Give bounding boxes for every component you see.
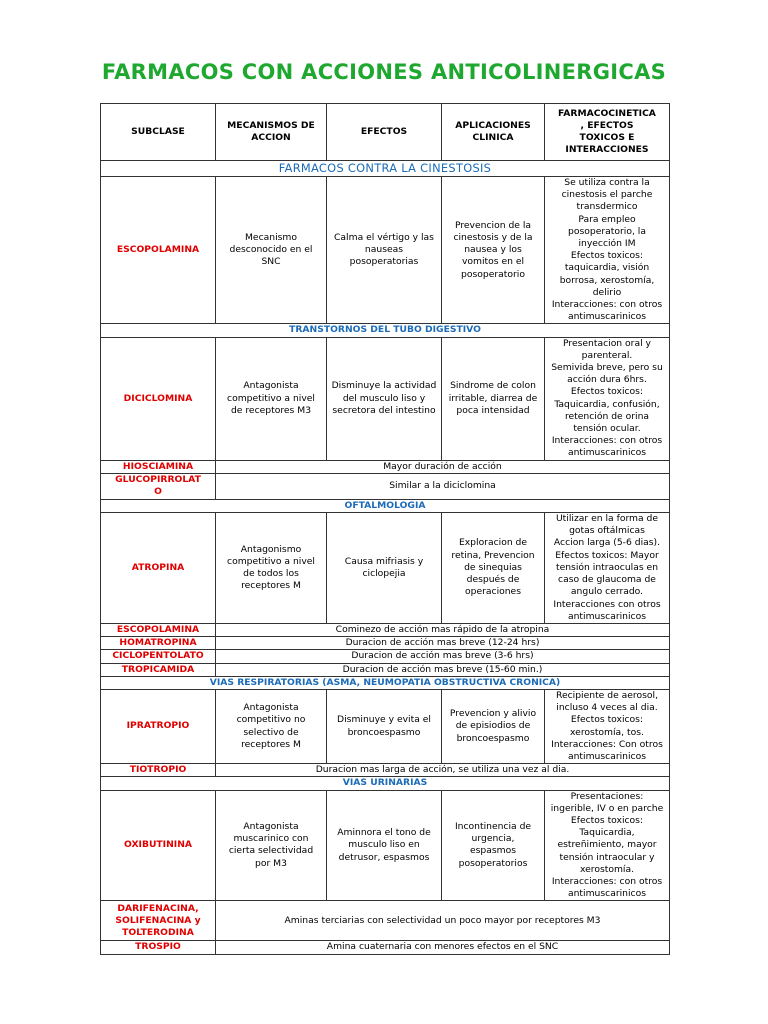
mecanismo-atropina — [216, 513, 327, 624]
text-line: xerostomía, tos. — [570, 726, 644, 738]
row-hiosciamina — [101, 460, 670, 473]
row-diciclomina — [101, 337, 670, 460]
text-line: del musculo liso y — [342, 392, 426, 404]
text-line: operaciones — [465, 586, 521, 598]
text-line: Interacciones: Con otros — [551, 738, 663, 750]
text-line: posoperatorios — [458, 857, 528, 869]
row-tropicamida — [101, 663, 670, 676]
efectos-ipratropio — [327, 689, 442, 763]
text-line: receptores M — [241, 580, 301, 592]
desc-homatropina: Duracion de acción mas breve (12-24 hrs) — [216, 637, 670, 650]
text-line: Efectos toxicos: — [570, 714, 644, 726]
text-line: receptores M — [241, 738, 301, 750]
header-mecanismos — [216, 104, 327, 161]
drug-tiotropio: TIOTROPIO — [101, 764, 216, 777]
drug-ipratropio: IPRATROPIO — [101, 689, 216, 763]
row-atropina — [101, 513, 670, 624]
header-subclase: SUBCLASE — [101, 104, 216, 161]
text-line: Interacciones: con otros — [551, 299, 663, 311]
text-line: irritable, diarrea de — [448, 392, 538, 404]
drug-atropina: ATROPINA — [101, 513, 216, 624]
desc-darifenacina: Aminas terciarias con selectividad un poco mayor por receptores M3 — [216, 901, 670, 941]
header-farmacocinetica — [545, 104, 670, 161]
efectos-atropina — [327, 513, 442, 624]
text-line: MECANISMOS DE — [227, 119, 315, 131]
aplicaciones-atropina — [442, 513, 545, 624]
text-line: de episiodios de — [455, 720, 531, 732]
text-line: desconocido en el — [229, 244, 313, 256]
farmaco-escopolamina — [545, 177, 670, 324]
text-line: retención de orina — [564, 410, 650, 422]
farmaco-ipratropio — [545, 689, 670, 763]
drug-ciclopentolato: CICLOPENTOLATO — [101, 650, 216, 663]
text-line: antimuscarinicos — [567, 888, 646, 900]
text-line: TOXICOS E — [579, 132, 635, 143]
drug-oxibutinina: OXIBUTININA — [101, 790, 216, 901]
text-line: FARMACOCINETICA — [558, 107, 656, 119]
text-line: de receptores M3 — [230, 404, 312, 416]
farmaco-oxibutinina — [545, 790, 670, 901]
text-line: nauseas — [364, 244, 404, 256]
text-line: broncoespasmo — [456, 732, 530, 744]
text-line: Mecanismo — [245, 231, 297, 243]
text-line: urgencia, — [471, 833, 515, 845]
text-line: Efectos toxicos: Mayor — [555, 549, 659, 561]
text-line: tensión intraoculas en — [555, 561, 659, 573]
text-line: Semivida breve, pero su — [551, 362, 663, 374]
text-line: acción dura 6hrs. — [567, 374, 647, 386]
text-line: Antagonista — [243, 380, 299, 392]
text-line: ingerible, IV o en parche — [550, 802, 664, 814]
text-line: Sindrome de colon — [450, 380, 536, 392]
text-line: Efectos toxicos: — [570, 814, 644, 826]
text-line: vomitos en el — [461, 256, 525, 268]
section-respiratorias: VIAS RESPIRATORIAS (ASMA, NEUMOPATIA OBSTRUCTIVA CRONICA) — [101, 676, 670, 689]
text-line: Efectos toxicos: — [570, 250, 644, 262]
text-line: cinestosis y de la — [453, 231, 533, 243]
text-line: SOLIFENACINA y — [115, 914, 201, 926]
text-line: selectivo de — [243, 726, 299, 738]
desc-hiosciamina: Mayor duración de acción — [216, 460, 670, 473]
text-line: Causa mifriasis y — [344, 555, 424, 567]
text-line: Prevencion de la — [454, 219, 532, 231]
text-line: inyección IM — [578, 238, 636, 250]
text-line: Interacciones: con otros — [551, 875, 663, 887]
text-line: parenteral. — [581, 349, 633, 361]
text-line: antimuscarinicos — [567, 447, 646, 459]
text-line: xerostomía. — [579, 863, 635, 875]
row-tiotropio — [101, 764, 670, 777]
text-line: Presentaciones: — [570, 790, 644, 802]
aplicaciones-oxibutinina — [442, 790, 545, 901]
efectos-oxibutinina — [327, 790, 442, 901]
text-line: borrosa, xerostomía, — [559, 274, 655, 286]
row-oxibutinina — [101, 790, 670, 901]
text-line: antimuscarinicos — [567, 750, 646, 762]
aplicaciones-escopolamina — [442, 177, 545, 324]
row-ciclopentolato — [101, 650, 670, 663]
text-line: competitivo a nivel — [227, 555, 315, 567]
desc-tropicamida: Duracion de acción mas breve (15-60 min.) — [216, 663, 670, 676]
text-line: SNC — [261, 256, 281, 268]
text-line: retina, Prevencion — [451, 549, 535, 561]
text-line: Taquicardia, confusión, — [554, 398, 660, 410]
section-oftalmologia: OFTALMOLOGIA — [101, 499, 670, 512]
text-line: GLUCOPIRROLAT — [115, 474, 201, 486]
text-line: Disminuye la actividad — [331, 380, 437, 392]
row-ipratropio — [101, 689, 670, 763]
drug-trospio: TROSPIO — [101, 941, 216, 954]
efectos-diciclomina — [327, 337, 442, 460]
text-line: TOLTERODINA — [122, 926, 194, 938]
text-line: INTERACCIONES — [565, 144, 649, 156]
text-line: espasmos — [469, 845, 517, 857]
text-line: tensión intraocular y — [559, 851, 655, 863]
text-line: gotas oftálmicas — [569, 525, 645, 537]
text-line: incluso 4 veces al dia. — [556, 702, 658, 714]
text-line: CLINICA — [472, 132, 514, 143]
text-line: Aminnora el tono de — [337, 827, 431, 839]
text-line: Para empleo — [578, 213, 636, 225]
text-line: Prevencion y alivio — [449, 708, 537, 720]
row-darifenacina — [101, 901, 670, 941]
farmaco-atropina — [545, 513, 670, 624]
drug-glucopirrolato — [101, 473, 216, 499]
drug-escopolamina-2: ESCOPOLAMINA — [101, 623, 216, 636]
drug-escopolamina: ESCOPOLAMINA — [101, 177, 216, 324]
text-line: Exploracion de — [458, 537, 528, 549]
text-line: DARIFENACINA, — [117, 902, 199, 914]
text-line: caso de glaucoma de — [558, 574, 656, 586]
desc-escopolamina-2: Cominezo de acción mas rápido de la atropina — [216, 623, 670, 636]
row-escopolamina — [101, 177, 670, 324]
farmaco-diciclomina — [545, 337, 670, 460]
text-line: competitivo a nivel — [227, 392, 315, 404]
text-line: APLICACIONES — [455, 119, 531, 131]
text-line: , EFECTOS — [580, 119, 634, 131]
text-line: poca intensidad — [456, 404, 530, 416]
text-line: posoperatorio, la — [568, 225, 646, 237]
text-line: de sinequias — [464, 561, 522, 573]
header-aplicaciones — [442, 104, 545, 161]
text-line: cinestosis el parche — [561, 189, 653, 201]
desc-trospio: Amina cuaternaria con menores efectos en el SNC — [216, 941, 670, 954]
text-line: musculo liso en — [348, 839, 420, 851]
aplicaciones-diciclomina — [442, 337, 545, 460]
text-line: Presentacion oral y — [562, 337, 651, 349]
text-line: Interacciones con otros — [553, 598, 661, 610]
efectos-escopolamina — [327, 177, 442, 324]
text-line: transdermico — [576, 201, 638, 213]
text-line: detrusor, espasmos — [338, 851, 430, 863]
mecanismo-diciclomina — [216, 337, 327, 460]
text-line: ACCION — [251, 132, 291, 143]
text-line: Se utiliza contra la — [564, 177, 650, 188]
text-line: Antagonista — [243, 821, 299, 833]
text-line: antimuscarinicos — [567, 311, 646, 323]
text-line: broncoespasmo — [347, 726, 421, 738]
text-line: secretora del intestino — [332, 404, 436, 416]
text-line: antimuscarinicos — [567, 610, 646, 622]
desc-tiotropio: Duracion mas larga de acción, se utiliza una vez al dia. — [216, 764, 670, 777]
row-trospio — [101, 941, 670, 954]
desc-ciclopentolato: Duracion de acción mas breve (3-6 hrs) — [216, 650, 670, 663]
text-line: tensión ocular. — [573, 423, 641, 435]
text-line: Calma el vértigo y las — [334, 231, 434, 243]
section-urinarias: VIAS URINARIAS — [101, 777, 670, 790]
text-line: Efectos toxicos: — [570, 386, 644, 398]
text-line: Antagonismo — [240, 543, 302, 555]
text-line: por M3 — [255, 857, 287, 869]
mecanismo-ipratropio — [216, 689, 327, 763]
drug-darifenacina — [101, 901, 216, 941]
mecanismo-escopolamina — [216, 177, 327, 324]
section-cinestosis: FARMACOS CONTRA LA CINESTOSIS — [101, 161, 670, 177]
text-line: Interacciones: con otros — [551, 435, 663, 447]
text-line: Utilizar en la forma de — [555, 513, 659, 525]
text-line: cierta selectividad — [228, 845, 314, 857]
text-line: de todos los — [243, 567, 299, 579]
text-line: Incontinencia de — [454, 821, 532, 833]
text-line: ciclopejia — [362, 567, 406, 579]
text-line: Taquicardia, — [579, 827, 635, 839]
text-line: taquicardia, visión — [564, 262, 650, 274]
text-line: competitivo no — [236, 714, 306, 726]
page-title: FARMACOS CON ACCIONES ANTICOLINERGICAS — [101, 60, 667, 84]
row-escopolamina-2 — [101, 623, 670, 636]
text-line: Accion larga (5-6 dias). — [553, 537, 661, 549]
text-line: angulo cerrado. — [570, 586, 644, 598]
text-line: O — [154, 486, 162, 498]
text-line: nausea y los — [464, 244, 522, 256]
text-line: delirio — [592, 286, 622, 298]
text-line: Recipiente de aerosol, — [555, 689, 659, 701]
row-glucopirrolato — [101, 473, 670, 499]
header-efectos: EFECTOS — [327, 104, 442, 161]
text-line: posoperatorias — [349, 256, 419, 268]
aplicaciones-ipratropio — [442, 689, 545, 763]
text-line: estreñimiento, mayor — [557, 839, 657, 851]
drug-tropicamida: TROPICAMIDA — [101, 663, 216, 676]
mecanismo-oxibutinina — [216, 790, 327, 901]
section-digestivo: TRANSTORNOS DEL TUBO DIGESTIVO — [101, 324, 670, 337]
desc-glucopirrolato: Similar a la diciclomina — [216, 473, 670, 499]
drug-hiosciamina: HIOSCIAMINA — [101, 460, 216, 473]
text-line: después de — [466, 574, 520, 586]
drug-diciclomina: DICICLOMINA — [101, 337, 216, 460]
text-line: posoperatorio — [461, 268, 525, 280]
header-row — [101, 104, 670, 161]
row-homatropina — [101, 637, 670, 650]
drug-table — [100, 103, 670, 955]
text-line: Antagonista — [243, 702, 299, 714]
text-line: muscarinico con — [233, 833, 309, 845]
drug-homatropina: HOMATROPINA — [101, 637, 216, 650]
text-line: Disminuye y evita el — [337, 714, 431, 726]
